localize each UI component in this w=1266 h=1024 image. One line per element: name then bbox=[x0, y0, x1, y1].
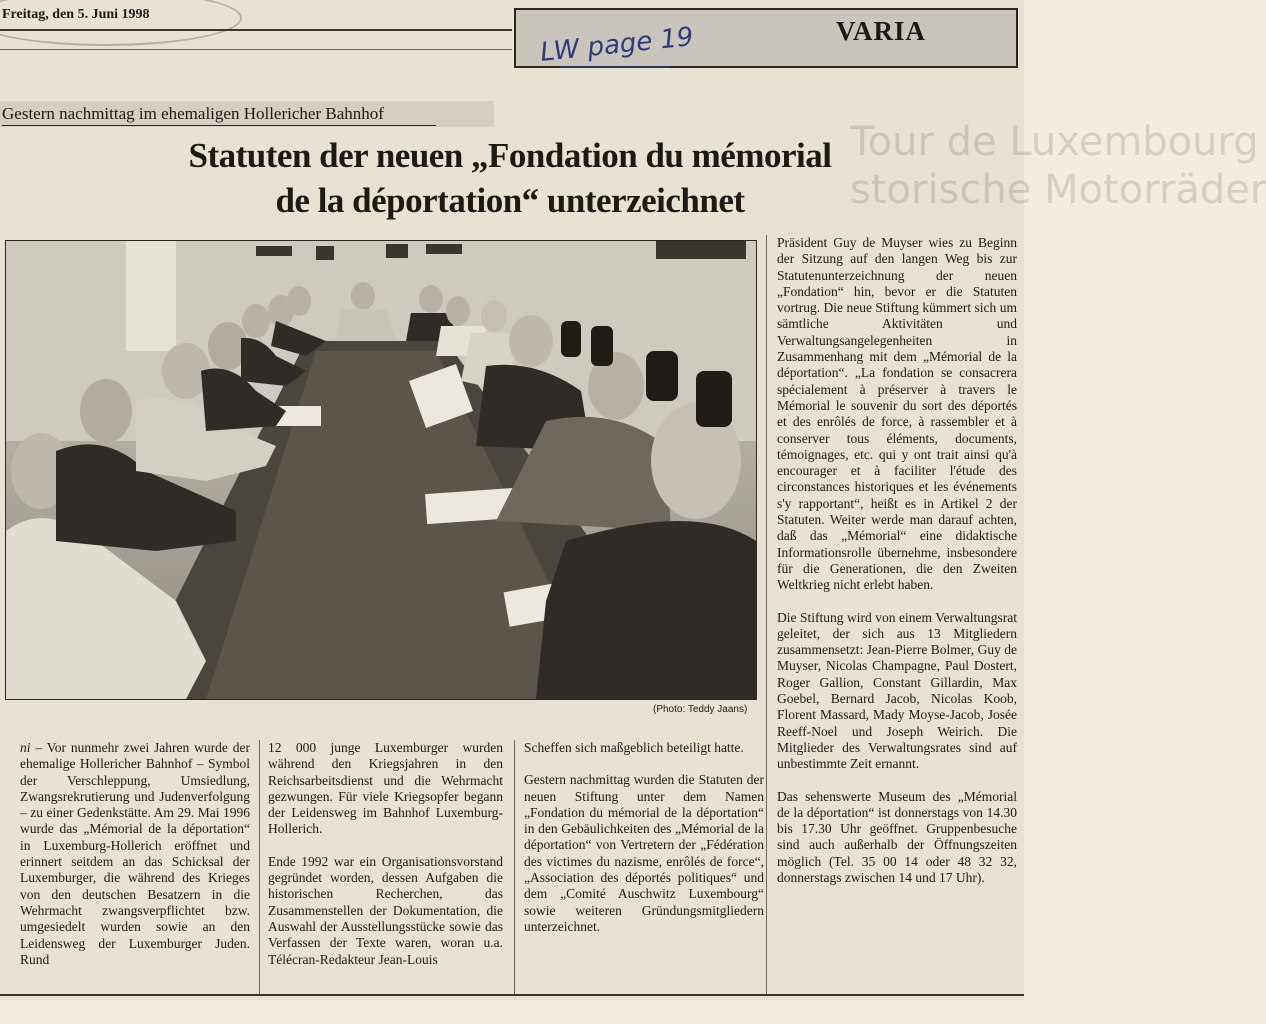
right-paragraph-3: Das sehenswerte Museum des „Mémorial de la déportation“ ist donnerstags von 14.30 bis 17.30 Uhr geöffnet. Gruppenbesuche sind auch außerhalb der Öffnungszeiten möglich (Tel. 35 00 14 oder 48 32 32, donnerstags zwischen 14 und 17 Uhr). bbox=[777, 788, 1017, 885]
bottom-rule bbox=[0, 994, 1024, 996]
column-2-paragraph-1: 12 000 junge Luxemburger wurden während den Kriegsjahren in den Reichsarbeitsdienst und die Wehrmacht gezwungen. Für viele Kriegsopfer begann der Leidensweg im Bahnhof Luxemburg-Hollerich. bbox=[268, 740, 503, 837]
header-rule bbox=[0, 29, 512, 31]
column-1-paragraph bbox=[20, 740, 250, 968]
column-divider bbox=[766, 235, 767, 995]
bleed-through-line-1: Tour de Luxembourg bbox=[850, 119, 1259, 165]
author-initials: ni bbox=[20, 740, 31, 755]
headline-line-2: de la déportation“ unterzeichnet bbox=[275, 181, 745, 220]
handwritten-underline bbox=[560, 66, 670, 68]
section-title: VARIA bbox=[836, 16, 927, 46]
meeting-photo-drawing bbox=[6, 241, 756, 699]
column-2 bbox=[268, 740, 503, 968]
headline bbox=[80, 133, 940, 223]
handwritten-note: LW page 19 bbox=[538, 22, 695, 68]
dateline: Freitag, den 5. Juni 1998 bbox=[2, 7, 150, 22]
bleed-through-line-2: storische Motorräder bbox=[850, 167, 1266, 213]
column-3-paragraph-2: Gestern nachmittag wurden die Statuten der neuen Stiftung unter dem Namen „Fondation du mémorial de la déportation“ in den Gebäulichkeiten des „Mémorial de la déportation“ von Vertretern der „Fédération des victimes du nazisme, enrôlés de force“, „Association des déportés politiques“ und dem „Comité Auschwitz Luxembourg“ sowie weiteren Gründungsmitgliedern unterzeichnet. bbox=[524, 772, 764, 934]
column-divider bbox=[514, 740, 515, 995]
column-1 bbox=[20, 740, 250, 968]
column-3-paragraph-1: Scheffen sich maßgeblich beteiligt hatte. bbox=[524, 740, 744, 755]
right-paragraph-2: Die Stiftung wird von einem Verwaltungsrat geleitet, der sich aus 13 Mitgliedern zusammensetzt: Jean-Pierre Bolmer, Guy de Muyser, Nicolas Champagne, Paul Dostert, Roger Gallion, Constant Gillardin, Max Goebel, Bernard Jacob, Nicolas Koob, Florent Massard, Mady Moyse-Jacob, Josée Reeff-Noel und Joseph Weirich. Die Mitglieder des Verwaltungsrates sind auf unbestimmte Zeit ernannt. bbox=[777, 609, 1017, 772]
right-paragraph-1: Präsident Guy de Muyser wies zu Beginn der Sitzung auf den langen Weg bis zur Statutenunterzeichnung der neuen „Fondation“ hin, bevor er die Statuten vortrug. Die neue Stiftung kümmert sich um sämtliche Aktivitäten und Verwaltungsangelegenheiten in Zusammenhang mit dem „Mémorial de la déportation“. „La fondation se consacrera spécialement à préserver à travers le Mémorial le souvenir du sort des déportés et des enrôlés de force, à rassembler et à conserver tous éléments, documents, témoignages, etc. qui y ont trait ainsi qu'à encourager et à faciliter l'étude des circonstances historiques et les événements s'y rapportant“, heißt es in Artikel 2 der Statuten. Weiter werde man darauf achten, daß das „Mémorial“ eine didaktische Informationsrolle übernehme, insbesondere für die Generationen, die den Zweiten Weltkrieg nicht erlebt haben. bbox=[777, 235, 1017, 593]
headline-line-1: Statuten der neuen „Fondation du mémorial bbox=[188, 136, 832, 175]
column-divider bbox=[259, 740, 260, 995]
kicker-underline bbox=[2, 125, 436, 126]
meeting-photo bbox=[5, 240, 757, 700]
column-2-paragraph-2: Ende 1992 war ein Organisationsvorstand gegründet worden, dessen Aufgaben die historischen Recherchen, das Zusammenstellen der Dokumentation, die Auswahl der Ausstellungsstücke sowie das Verfassen der Texte waren, woran u.a. Télécran-Redakteur Jean-Louis bbox=[268, 853, 503, 967]
kicker: Gestern nachmittag im ehemaligen Hollericher Bahnhof bbox=[2, 104, 384, 123]
right-column bbox=[777, 235, 1017, 886]
header-rule-thin bbox=[0, 49, 512, 50]
column-3 bbox=[524, 740, 764, 935]
column-1-text: – Vor nunmehr zwei Jahren wurde der ehemalige Hollericher Bahnhof – Symbol der Verschleppung, Umsiedlung, Zwangsrekrutierung und Judenverfolgung – zu einer Gedenkstätte. Am 29. Mai 1996 wurde das „Mémorial de la déportation“ in Luxemburg-Hollerich eröffnet und erinnert seitdem an das Schicksal der Luxemburger, die während des Krieges von den deutschen Besatzern in die Wehrmacht zwangsverpflichtet bzw. umgesiedelt wurden sowie an den Leidensweg der Luxemburger Juden. Rund bbox=[20, 740, 250, 967]
photo-credit: (Photo: Teddy Jaans) bbox=[653, 704, 748, 715]
